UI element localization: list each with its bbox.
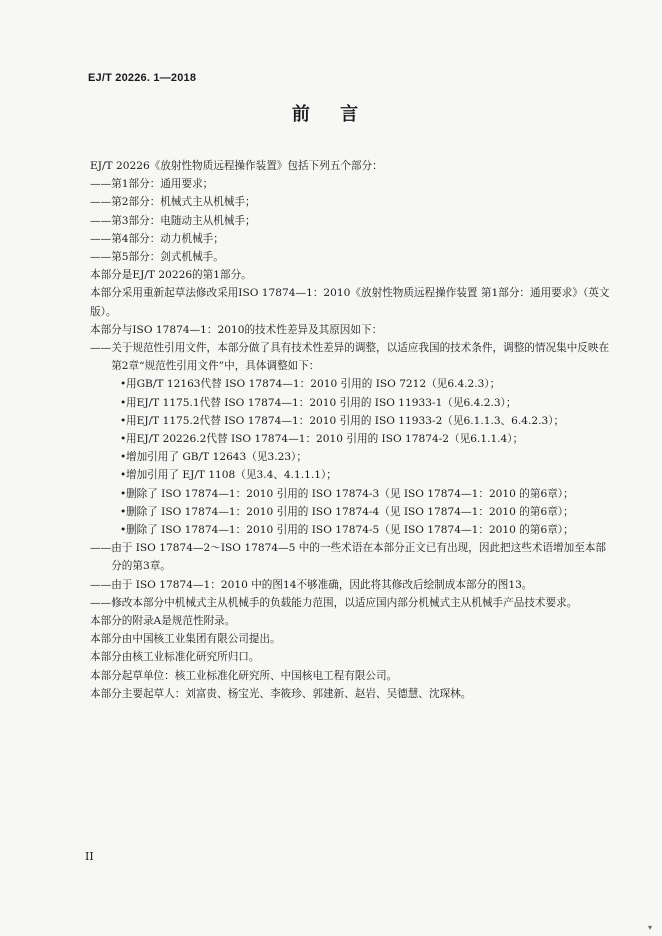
differences-paragraph: 本部分与ISO 17874—1：2010的技术性差异及其原因如下： [90, 323, 383, 336]
annex-note: 本部分的附录A是规范性附录。 [90, 615, 236, 628]
dash-mark: —— [90, 342, 112, 355]
dash-mark: —— [90, 578, 112, 591]
list-item [90, 430, 612, 448]
drafters-note: 本部分主要起草人：刘富贵、杨宝光、李筱珍、郭建新、赵岩、吴德慧、沈琛林。 [90, 687, 472, 700]
adoption-paragraph: 本部分采用重新起草法修改采用ISO 17874—1：2010《放射性物质远程操作装置 第1部分：通用要求》（英文版）。 [90, 287, 610, 318]
corner-mark: ▾ [647, 923, 652, 932]
part-text: 第4部分：动力机械手； [111, 232, 224, 245]
dash-mark: —— [90, 196, 112, 209]
bullet-dot-icon: • [120, 505, 127, 518]
bullet-text: 增加引用了 GB/T 12643（见3.23）； [126, 451, 307, 464]
list-item [90, 212, 612, 230]
list-item [90, 576, 612, 594]
standard-code: EJ/T 20226. 1—2018 [88, 72, 197, 84]
bullet-dot-icon: • [120, 414, 127, 427]
bullet-text: 用EJ/T 20226.2代替 ISO 17874—1：2010 引用的 ISO 17874-2（见6.1.1.4）； [126, 433, 524, 446]
list-item [90, 466, 612, 484]
diff-item-text: 由于 ISO 17874—1：2010 中的图14不够准确，因此将其修改后绘制成本部分的图13。 [111, 578, 533, 591]
bullet-dot-icon: • [120, 433, 127, 446]
dash-mark: —— [90, 542, 112, 555]
parts-list [90, 175, 612, 266]
bullet-text: 删除了 ISO 17874—1：2010 引用的 ISO 17874-4（见 ISO 17874—1：2010 的第6章）； [126, 505, 574, 518]
bullet-dot-icon: • [120, 469, 127, 482]
page-number: II [85, 850, 94, 863]
list-item [90, 193, 612, 211]
diff-item-text: 由于 ISO 17874—2～ISO 17874—5 中的一些术语在本部分正文已有出现，因此把这些术语增加至本部分的第3章。 [111, 542, 606, 573]
foreword-body [90, 157, 612, 703]
list-item [90, 448, 612, 466]
bullet-dot-icon: • [120, 524, 127, 537]
bullet-text: 用GB/T 12163代替 ISO 17874—1：2010 引用的 ISO 7212（见6.4.2.3）； [126, 378, 501, 391]
bullet-text: 用EJ/T 1175.2代替 ISO 17874—1：2010 引用的 ISO 11933-2（见6.1.1.3、6.4.2.3）； [126, 414, 565, 427]
bullet-dot-icon: • [120, 396, 127, 409]
bullet-text: 删除了 ISO 17874—1：2010 引用的 ISO 17874-5（见 ISO 17874—1：2010 的第6章）； [126, 524, 574, 537]
list-item [90, 503, 612, 521]
dash-mark: —— [90, 232, 112, 245]
dash-mark: —— [90, 178, 112, 191]
list-item [90, 230, 612, 248]
intro-paragraph: EJ/T 20226《放射性物质远程操作装置》包括下列五个部分： [90, 160, 383, 172]
bullet-list [90, 375, 612, 539]
dash-mark: —— [90, 596, 112, 609]
proposer-note: 本部分由中国核工业集团有限公司提出。 [90, 633, 281, 646]
diff-item-text: 修改本部分中机械式主从机械手的负载能力范围，以适应国内部分机械式主从机械手产品技术要求。 [111, 596, 578, 609]
dash-mark: —— [90, 251, 112, 264]
drafting-units-note: 本部分起草单位：核工业标准化研究所、中国核电工程有限公司。 [90, 669, 398, 682]
list-item [90, 521, 612, 539]
bullet-dot-icon: • [120, 451, 127, 464]
part-text: 第2部分：机械式主从机械手； [111, 196, 256, 209]
dash-mark: —— [90, 214, 112, 227]
list-item [90, 375, 612, 393]
diff-main-text: 关于规范性引用文件，本部分做了具有技术性差异的调整，以适应我国的技术条件，调整的情况集中反映在第2章“规范性引用文件”中，具体调整如下： [111, 342, 610, 373]
list-item [90, 594, 612, 612]
part-text: 第1部分：通用要求； [111, 178, 214, 191]
part-text: 第5部分：剑式机械手。 [111, 251, 224, 264]
bullet-dot-icon: • [120, 487, 127, 500]
diff-main-item [90, 339, 612, 375]
bullet-text: 删除了 ISO 17874—1：2010 引用的 ISO 17874-3（见 ISO 17874—1：2010 的第6章）； [126, 487, 574, 500]
list-item [90, 485, 612, 503]
list-item [90, 539, 612, 575]
list-item [90, 394, 612, 412]
part-text: 第3部分：电随动主从机械手； [111, 214, 256, 227]
list-item [90, 248, 612, 266]
bullet-text: 用EJ/T 1175.1代替 ISO 17874—1：2010 引用的 ISO 11933-1（见6.4.2.3）； [126, 396, 517, 409]
custodian-note: 本部分由核工业标准化研究所归口。 [90, 651, 260, 664]
this-part-paragraph: 本部分是EJ/T 20226的第1部分。 [90, 269, 252, 282]
list-item [90, 175, 612, 193]
bullet-dot-icon: • [120, 378, 127, 391]
bullet-text: 增加引用了 EJ/T 1108（见3.4、4.1.1.1）； [126, 469, 337, 482]
page-title: 前 言 [291, 104, 371, 125]
list-item [90, 412, 612, 430]
